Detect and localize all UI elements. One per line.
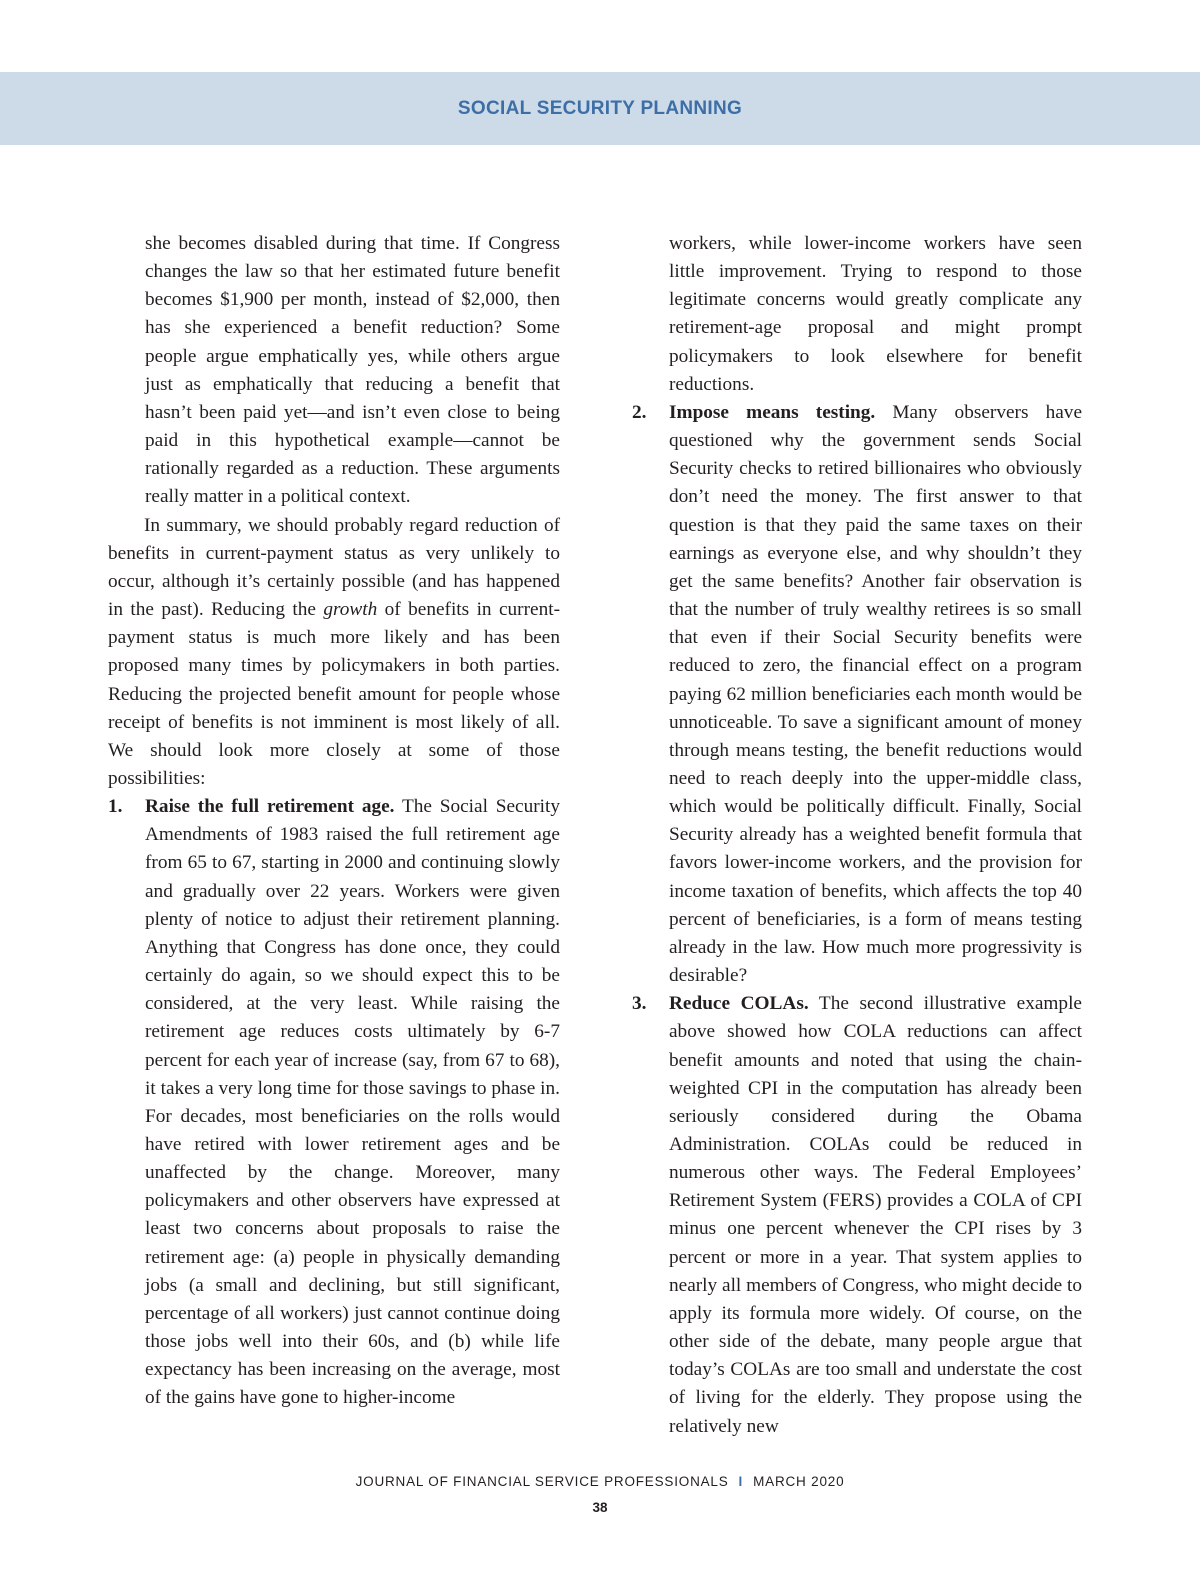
list-item-lead: Reduce COLAs. [669, 993, 809, 1015]
list-number: 3. [632, 993, 647, 1015]
footer-separator: I [738, 1474, 744, 1489]
list-number: 2. [632, 401, 647, 423]
list-item-lead: Raise the full retirement age. [145, 796, 395, 818]
list-item-text [145, 793, 560, 1412]
list-item-reduce-colas [632, 990, 1082, 1441]
section-title: SOCIAL SECURITY PLANNING [457, 97, 743, 119]
list-number: 1. [108, 796, 123, 818]
paragraph-summary [108, 512, 560, 794]
list-item-body: Many observers have questioned why the government sends Social Security checks to retired billionaires who obviously don’t need the money. The first answer to that question is that they paid the same taxes on their earnings as everyone else, and why shouldn’t they get the same benefits? Another fair observation is that the number of truly wealthy retirees is so small that even if their Social Security benefits were reduced to zero, the financial effect on a program paying 62 million beneficiaries each month would be unnoticeable. To save a significant amount of money through means testing, the benefit reductions would need to reach deeply into the upper-middle class, which would be politically difficult. Finally, Social Security already has a weighted benefit formula that favors lower-income workers, and the provision for income taxation of benefits, which affects the top 40 percent of beneficiaries, is a form of means testing already in the law. How much more progressivity is desirable? [669, 401, 1082, 987]
paragraph-continued: she becomes disabled during that time. If Congress changes the law so that her estimated future benefit becomes $1,900 per month, instead of $2,000, then has she experienced a benefit reduction? Some people argue emphatically yes, while others argue just as emphatically that reducing a benefit that hasn’t been paid yet—and isn’t even close to being paid in this hypothetical example—cannot be rationally regarded as a reduction. These arguments really matter in a political context. [145, 233, 560, 508]
list-item-body: The Social Security Amendments of 1983 raised the full retirement age from 65 to 67, starting in 2000 and continuing slowly and gradually over 22 years. Workers were given plenty of notice to adjust their retirement planning. Anything that Congress has done once, they could certainly do again, so we should expect this to be considered, at the very least. While raising the retirement age reduces costs ultimately by 6-7 percent for each year of increase (say, from 67 to 68), it takes a very long time for those savings to phase in. For decades, most beneficiaries on the rolls would have retired with lower retirement ages and be unaffected by the change. Moreover, many policymakers and other observers have expressed at least two concerns about proposals to raise the retirement age: (a) people in physically demanding jobs (a small and declining, but still significant, percentage of all workers) just cannot continue doing those jobs well into their 60s, and (b) while life expectancy has been increasing on the average, most of the gains have gone to higher-income [145, 796, 560, 1409]
section-header-band [0, 72, 1200, 145]
right-column [632, 230, 1082, 1441]
paragraph-continued: workers, while lower-income workers have seen little improvement. Trying to respond to those legitimate concerns would greatly complicate any retirement-age proposal and might prompt policymakers to look elsewhere for benefit reductions. [669, 233, 1082, 395]
emphasis-growth: growth [323, 599, 378, 621]
list-item-lead: Impose means testing. [669, 401, 876, 423]
left-column [108, 230, 560, 1413]
summary-text-end: of benefits in current-payment status is much more likely and has been proposed many times by policymakers in both parties. Reducing the projected benefit amount for people whose receipt of benefits is not imminent is most likely of all. We should look more closely at some of those possibilities: [108, 599, 560, 789]
footer-journal-line [0, 1474, 1200, 1489]
list-item-text [669, 399, 1082, 990]
list-item-text [669, 990, 1082, 1441]
list-item-means-testing [632, 399, 1082, 990]
journal-name: JOURNAL OF FINANCIAL SERVICE PROFESSIONALS [355, 1474, 729, 1489]
summary-text-start: In summary, we should probably regard reduction of benefits in current-payment status as very unlikely to occur, although it’s certainly possible (and has happened in the past). Reducing the [108, 514, 560, 621]
list-item-body: The second illustrative example above showed how COLA reductions can affect benefit amounts and noted that using the chain-weighted CPI in the computation has already been seriously considered during the Obama Administration. COLAs could be reduced in numerous other ways. The Federal Employees’ Retirement System (FERS) provides a COLA of CPI minus one percent whenever the CPI rises by 3 percent or more in a year. That system applies to nearly all members of Congress, who might decide to apply its formula more widely. Of course, on the other side of the debate, many people argue that today’s COLAs are too small and understate the cost of living for the elderly. They propose using the relatively new [669, 993, 1082, 1437]
list-item-raise-retirement-age [108, 793, 560, 1412]
page-number: 38 [592, 1500, 608, 1515]
issue-date: MARCH 2020 [753, 1474, 845, 1489]
